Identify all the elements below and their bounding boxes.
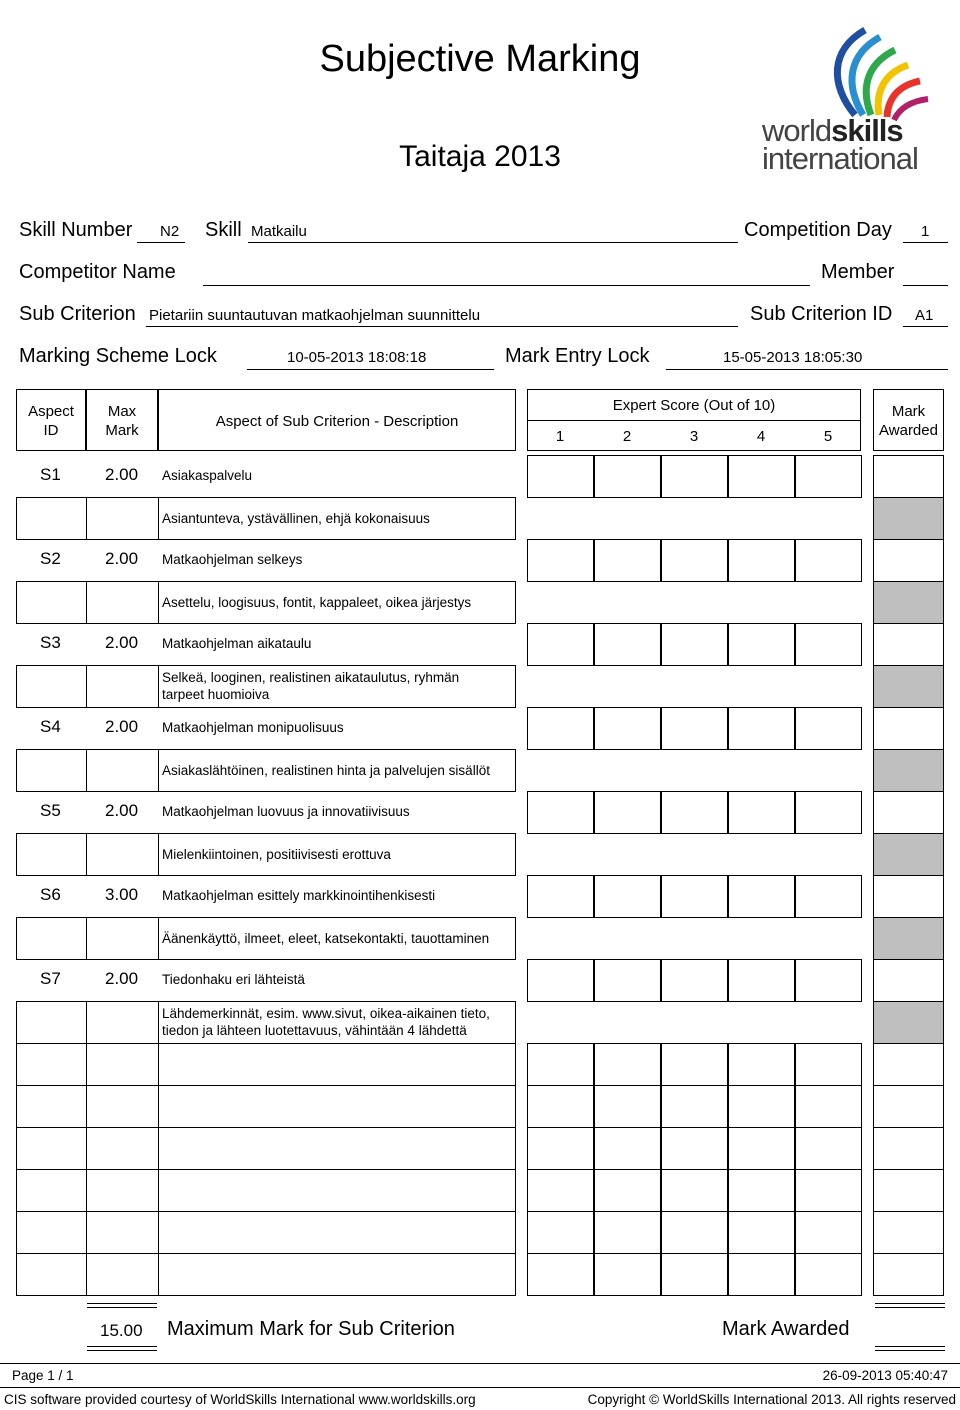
max-mark-cell	[86, 497, 159, 540]
score-cell	[728, 707, 795, 750]
score-cell	[527, 1085, 594, 1128]
aspect-description: Lähdemerkinnät, esim. www.sivut, oikea-aikainen tieto,	[162, 1006, 490, 1021]
aspect-id-cell	[16, 1253, 87, 1296]
score-cell	[661, 707, 728, 750]
aspect-description: Selkeä, looginen, realistinen aikataulutus, ryhmän	[162, 670, 460, 685]
score-col-4: 4	[756, 428, 766, 445]
logo-word-world: world	[762, 113, 832, 148]
score-col-2: 2	[622, 428, 632, 445]
score-cell	[527, 791, 594, 834]
max-mark-cell	[86, 1085, 159, 1128]
score-cell	[661, 959, 728, 1002]
max-mark-cell	[86, 1043, 159, 1086]
score-cell	[594, 791, 661, 834]
mark-awarded-cell-disabled	[873, 581, 944, 624]
mark-awarded-cell	[873, 1211, 944, 1254]
score-cell	[527, 707, 594, 750]
score-cell	[594, 1253, 661, 1296]
score-cell	[594, 959, 661, 1002]
max-mark-label: Maximum Mark for Sub Criterion	[167, 1318, 455, 1340]
skill-number-value: N2	[160, 223, 180, 240]
max-mark-cell	[86, 917, 159, 960]
aspect-id-cell	[16, 833, 87, 876]
page-subtitle: Taitaja 2013	[399, 140, 561, 173]
score-cell	[795, 1169, 862, 1212]
score-cell	[594, 1211, 661, 1254]
score-cell	[728, 455, 795, 498]
mark-awarded-cell	[873, 455, 944, 498]
mark-awarded-cell-disabled	[873, 833, 944, 876]
score-cell	[661, 1127, 728, 1170]
score-cell	[527, 1127, 594, 1170]
skill-number-label: Skill Number	[19, 219, 133, 241]
score-cell	[661, 1043, 728, 1086]
aspect-description: tiedon ja lähteen luotettavuus, vähintään 4 lähdettä	[162, 1023, 467, 1038]
score-cell	[728, 1169, 795, 1212]
aspect-description: Asiakaslähtöinen, realistinen hinta ja palvelujen sisällöt	[162, 763, 490, 778]
mark-awarded-cell	[873, 1127, 944, 1170]
aspect-title: Tiedonhaku eri lähteistä	[162, 972, 305, 987]
mark-entry-lock-label: Mark Entry Lock	[505, 345, 650, 367]
score-cell	[661, 1253, 728, 1296]
print-timestamp: 26-09-2013 05:40:47	[822, 1368, 948, 1383]
aspect-title: Matkaohjelman monipuolisuus	[162, 720, 344, 735]
aspect-id-cell	[16, 581, 87, 624]
mark-awarded-cell-disabled	[873, 917, 944, 960]
sub-criterion-id-value: A1	[915, 307, 934, 324]
score-cell	[527, 1211, 594, 1254]
score-cell	[527, 1169, 594, 1212]
score-cell	[594, 539, 661, 582]
score-cell	[661, 1169, 728, 1212]
aspect-id: S2	[40, 549, 61, 568]
score-cell	[795, 1211, 862, 1254]
mark-entry-lock-value: 15-05-2013 18:05:30	[723, 349, 863, 366]
aspect-description: tarpeet huomioiva	[162, 687, 270, 702]
score-col-5: 5	[823, 428, 833, 445]
header-aspect-id: Aspect ID	[16, 389, 86, 451]
description-cell	[158, 1211, 516, 1254]
score-cell	[661, 539, 728, 582]
aspect-id: S3	[40, 633, 61, 652]
description-cell	[158, 1169, 516, 1212]
worldskills-logo	[760, 25, 930, 180]
aspect-max-mark: 3.00	[105, 885, 139, 904]
score-col-3: 3	[689, 428, 699, 445]
aspect-description: Asiantunteva, ystävällinen, ehjä kokonaisuus	[162, 511, 430, 526]
total-max-mark: 15.00	[100, 1321, 143, 1340]
score-cell	[594, 623, 661, 666]
score-cell	[594, 455, 661, 498]
marking-scheme-lock-value: 10-05-2013 18:08:18	[287, 349, 427, 366]
logo-swirl-icon	[760, 25, 930, 125]
aspect-max-mark: 2.00	[105, 465, 139, 484]
mark-awarded-cell	[873, 791, 944, 834]
mark-awarded-cell-disabled	[873, 665, 944, 708]
score-cell	[527, 1253, 594, 1296]
aspect-description: Äänenkäyttö, ilmeet, eleet, katsekontakti, tauottaminen	[162, 931, 490, 946]
score-cell	[795, 539, 862, 582]
score-cell	[728, 1211, 795, 1254]
logo-word-skills: skills	[831, 113, 903, 148]
header-max-mark: Max Mark	[86, 389, 158, 451]
max-mark-cell	[86, 833, 159, 876]
aspect-description: Asettelu, loogisuus, fontit, kappaleet, oikea järjestys	[162, 595, 472, 610]
mark-awarded-cell	[873, 539, 944, 582]
aspect-max-mark: 2.00	[105, 633, 139, 652]
score-cell	[728, 623, 795, 666]
score-cell	[594, 1169, 661, 1212]
aspect-id-cell	[16, 1169, 87, 1212]
score-cell	[728, 791, 795, 834]
competition-day-value: 1	[921, 223, 930, 240]
mark-awarded-cell	[873, 707, 944, 750]
total-max-rule-top	[87, 1303, 157, 1308]
score-cell	[728, 1085, 795, 1128]
aspect-id-cell	[16, 1127, 87, 1170]
score-cell	[795, 455, 862, 498]
mark-awarded-cell	[873, 1085, 944, 1128]
score-cell	[795, 791, 862, 834]
score-cell	[728, 959, 795, 1002]
score-cell	[661, 623, 728, 666]
aspect-id: S4	[40, 717, 61, 736]
mark-awarded-cell	[873, 623, 944, 666]
score-cell	[795, 707, 862, 750]
description-cell	[158, 1085, 516, 1128]
score-cell	[661, 455, 728, 498]
score-cell	[527, 959, 594, 1002]
member-label: Member	[821, 261, 895, 283]
score-cell	[795, 875, 862, 918]
score-cell	[527, 623, 594, 666]
aspect-id-cell	[16, 1001, 87, 1044]
aspect-description: Mielenkiintoinen, positiivisesti erottuva	[162, 847, 391, 862]
expert-score-title: Expert Score (Out of 10)	[612, 397, 776, 414]
aspect-id: S1	[40, 465, 61, 484]
max-mark-cell	[86, 1253, 159, 1296]
skill-label: Skill	[205, 219, 242, 241]
mark-awarded-label: Mark Awarded	[722, 1318, 850, 1340]
score-cell	[594, 1043, 661, 1086]
score-cell	[728, 1127, 795, 1170]
sub-criterion-label: Sub Criterion	[19, 303, 136, 325]
aspect-id-cell	[16, 1085, 87, 1128]
page-title: Subjective Marking	[319, 38, 641, 80]
score-cell	[661, 1211, 728, 1254]
sub-criterion-value: Pietariin suuntautuvan matkaohjelman suunnittelu	[149, 307, 481, 324]
max-mark-cell	[86, 665, 159, 708]
score-cell	[594, 875, 661, 918]
score-cell	[728, 875, 795, 918]
max-mark-cell	[86, 581, 159, 624]
description-cell	[158, 1253, 516, 1296]
mark-awarded-cell-disabled	[873, 497, 944, 540]
description-cell	[158, 1043, 516, 1086]
aspect-title: Matkaohjelman selkeys	[162, 552, 303, 567]
aspect-id-cell	[16, 497, 87, 540]
aspect-max-mark: 2.00	[105, 549, 139, 568]
score-cell	[795, 1127, 862, 1170]
aspect-id: S6	[40, 885, 61, 904]
score-cell	[795, 623, 862, 666]
aspect-title: Asiakaspalvelu	[162, 468, 253, 483]
score-cell	[527, 539, 594, 582]
max-mark-cell	[86, 1001, 159, 1044]
competition-day-label: Competition Day	[744, 219, 892, 241]
page-number: Page 1 / 1	[12, 1368, 74, 1383]
mark-awarded-cell	[873, 875, 944, 918]
mark-awarded-cell-disabled	[873, 1001, 944, 1044]
aspect-id-cell	[16, 917, 87, 960]
marking-scheme-lock-label: Marking Scheme Lock	[19, 345, 217, 367]
score-cell	[594, 1127, 661, 1170]
total-awarded-rule-top	[875, 1303, 945, 1308]
aspect-id-cell	[16, 665, 87, 708]
score-cell	[661, 1085, 728, 1128]
mark-awarded-cell	[873, 1043, 944, 1086]
aspect-title: Matkaohjelman aikataulu	[162, 636, 312, 651]
max-mark-cell	[86, 749, 159, 792]
description-cell	[158, 1127, 516, 1170]
aspect-id: S5	[40, 801, 61, 820]
score-cell	[594, 707, 661, 750]
sub-criterion-id-label: Sub Criterion ID	[750, 303, 893, 325]
score-cell	[795, 1085, 862, 1128]
score-cell	[728, 1043, 795, 1086]
score-cell	[527, 1043, 594, 1086]
score-cell	[527, 875, 594, 918]
score-col-1: 1	[555, 428, 565, 445]
total-awarded-rule-bottom	[875, 1346, 945, 1351]
competitor-name-label: Competitor Name	[19, 261, 176, 283]
score-cell	[795, 1253, 862, 1296]
score-cell	[728, 539, 795, 582]
mark-awarded-cell	[873, 1253, 944, 1296]
score-cell	[527, 455, 594, 498]
aspect-title: Matkaohjelman esittely markkinointihenkisesti	[162, 888, 436, 903]
aspect-max-mark: 2.00	[105, 969, 139, 988]
mark-awarded-cell-disabled	[873, 749, 944, 792]
score-cell	[795, 959, 862, 1002]
score-cell	[728, 1253, 795, 1296]
total-max-rule-bottom	[87, 1346, 157, 1351]
score-cell	[661, 791, 728, 834]
aspect-id-cell	[16, 1211, 87, 1254]
aspect-id-cell	[16, 749, 87, 792]
aspect-max-mark: 2.00	[105, 801, 139, 820]
max-mark-cell	[86, 1127, 159, 1170]
score-cell	[594, 1085, 661, 1128]
mark-awarded-cell	[873, 959, 944, 1002]
score-cell	[795, 1043, 862, 1086]
max-mark-cell	[86, 1211, 159, 1254]
aspect-title: Matkaohjelman luovuus ja innovatiivisuus	[162, 804, 410, 819]
copyright-notice: Copyright © WorldSkills International 2013. All rights reserved	[587, 1392, 956, 1407]
max-mark-cell	[86, 1169, 159, 1212]
header-mark-awarded: Mark Awarded	[873, 389, 944, 451]
header-description: Aspect of Sub Criterion - Description	[158, 389, 516, 451]
software-credit: CIS software provided courtesy of WorldSkills International www.worldskills.org	[4, 1392, 476, 1407]
aspect-max-mark: 2.00	[105, 717, 139, 736]
skill-value: Matkailu	[251, 223, 307, 240]
aspect-id-cell	[16, 1043, 87, 1086]
logo-word-international: international	[762, 141, 918, 176]
mark-awarded-cell	[873, 1169, 944, 1212]
aspect-id: S7	[40, 969, 61, 988]
score-cell	[661, 875, 728, 918]
